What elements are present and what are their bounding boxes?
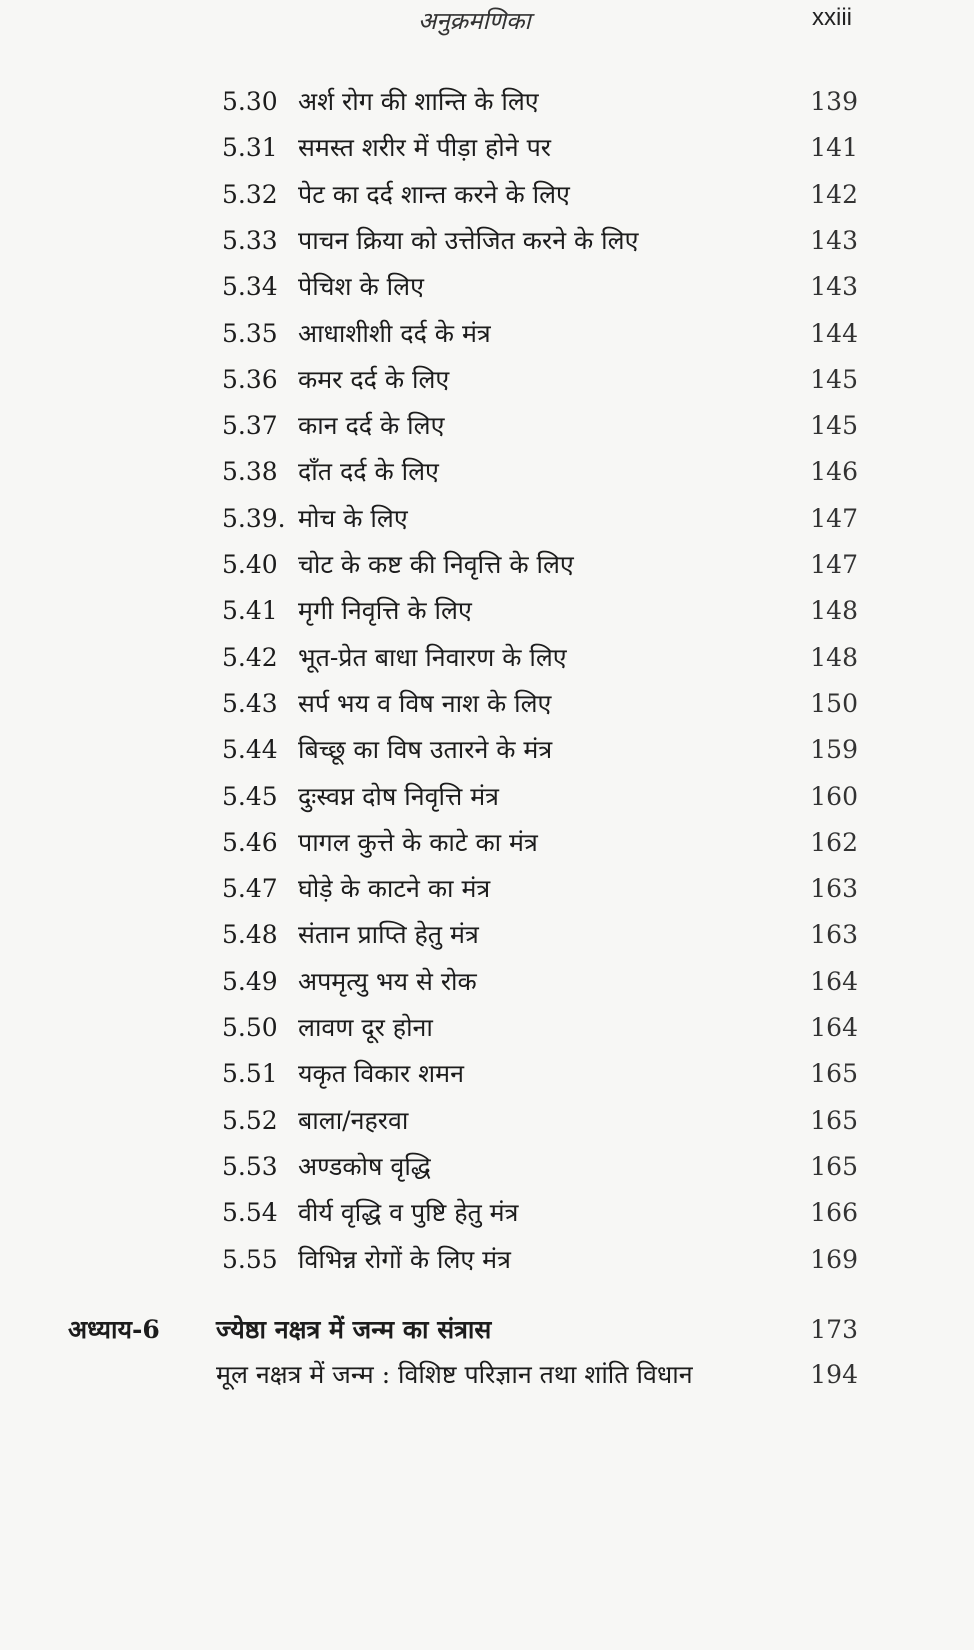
toc-entry: [0, 314, 974, 354]
entry-title: भूत-प्रेत बाधा निवारण के लिए: [298, 642, 567, 672]
toc-entry: [0, 267, 974, 307]
toc-entry: [0, 360, 974, 400]
chapter-entry: [0, 1310, 974, 1350]
entry-page: 150: [810, 688, 858, 718]
entry-page: 145: [810, 411, 858, 441]
entry-title: पेचिश के लिए: [298, 272, 424, 302]
toc-entry: [0, 545, 974, 585]
entry-title: घोड़े के काटने का मंत्र: [298, 874, 491, 904]
chapter-title: ज्येष्ठा नक्षत्र में जन्म का संत्रास: [216, 1315, 492, 1344]
toc-entry: [0, 499, 974, 539]
toc-entry: [0, 128, 974, 168]
entry-title: कमर दर्द के लिए: [298, 364, 450, 394]
entry-page: 163: [810, 920, 858, 950]
entry-page: 169: [810, 1244, 858, 1274]
entry-number: 5.31: [222, 133, 278, 163]
entry-page: 166: [810, 1198, 858, 1228]
entry-page: 163: [810, 874, 858, 904]
entry-title: बाला/नहरवा: [298, 1105, 409, 1135]
entry-number: 5.30: [222, 87, 278, 116]
toc-entry: [0, 406, 974, 446]
entry-title: संतान प्राप्ति हेतु मंत्र: [298, 920, 479, 950]
extra-title: मूल नक्षत्र में जन्म : विशिष्ट परिज्ञान तथा शांति विधान: [216, 1360, 693, 1389]
entry-page: 165: [810, 1105, 858, 1135]
entry-title: लावण दूर होना: [298, 1013, 433, 1042]
toc-entry: [0, 175, 974, 215]
entry-title: आधाशीशी दर्द के मंत्र: [298, 318, 491, 348]
entry-number: 5.42: [222, 642, 278, 672]
entry-title: मृगी निवृत्ति के लिए: [298, 596, 472, 626]
entry-page: 139: [810, 87, 858, 116]
entry-title: पेट का दर्द शान्त करने के लिए: [298, 179, 570, 209]
entry-page: 148: [810, 642, 858, 672]
entry-title: सर्प भय व विष नाश के लिए: [298, 688, 552, 718]
toc-entry: [0, 1101, 974, 1141]
entry-page: 164: [810, 966, 858, 996]
entry-title: दाँत दर्द के लिए: [298, 457, 439, 487]
entry-number: 5.36: [222, 364, 278, 394]
header-title: अनुक्रमणिका: [418, 7, 531, 35]
entry-page: 147: [810, 503, 858, 533]
entry-title: दुःस्वप्न दोष निवृत्ति मंत्र: [298, 781, 499, 811]
entry-number: 5.45: [222, 781, 278, 811]
entry-number: 5.47: [222, 874, 278, 904]
entry-number: 5.50: [222, 1013, 278, 1042]
entry-title: समस्त शरीर में पीड़ा होने पर: [298, 133, 552, 163]
chapter-label: अध्याय-6: [68, 1315, 160, 1344]
toc-entry: [0, 1193, 974, 1233]
entry-number: 5.51: [222, 1059, 278, 1089]
entry-page: 141: [810, 133, 858, 163]
toc-entry: [0, 221, 974, 261]
toc-entry: [0, 684, 974, 724]
entry-page: 146: [810, 457, 858, 487]
entry-title: विभिन्न रोगों के लिए मंत्र: [298, 1244, 511, 1274]
toc-entry: [0, 638, 974, 678]
toc-entry: [0, 1054, 974, 1094]
entry-title: यकृत विकार शमन: [298, 1059, 464, 1089]
toc-entry: [0, 962, 974, 1002]
entry-number: 5.33: [222, 225, 278, 255]
entry-number: 5.32: [222, 179, 278, 209]
entry-number: 5.40: [222, 550, 278, 579]
entry-number: 5.39.: [222, 503, 286, 533]
entry-number: 5.48: [222, 920, 278, 950]
entry-number: 5.44: [222, 735, 278, 765]
entry-number: 5.35: [222, 318, 278, 348]
entry-title: अपमृत्यु भय से रोक: [298, 966, 477, 996]
entry-page: 164: [810, 1013, 858, 1042]
entry-number: 5.38: [222, 457, 278, 487]
entry-title: कान दर्द के लिए: [298, 411, 445, 441]
entry-page: 160: [810, 781, 858, 811]
extra-entry: [0, 1355, 974, 1395]
entry-page: 165: [810, 1151, 858, 1181]
entry-number: 5.49: [222, 966, 278, 996]
entry-title: पाचन क्रिया को उत्तेजित करने के लिए: [298, 225, 639, 255]
entry-page: 143: [810, 272, 858, 302]
entry-page: 145: [810, 364, 858, 394]
entry-page: 142: [810, 179, 858, 209]
entry-number: 5.37: [222, 411, 278, 441]
toc-entry: [0, 82, 974, 122]
toc-entry: [0, 1240, 974, 1280]
entry-page: 159: [810, 735, 858, 765]
entry-title: अण्डकोष वृद्धि: [298, 1151, 431, 1181]
entry-title: मोच के लिए: [298, 503, 408, 533]
entry-page: 144: [810, 318, 858, 348]
entry-title: अर्श रोग की शान्ति के लिए: [298, 87, 539, 116]
entry-title: वीर्य वृद्धि व पुष्टि हेतु मंत्र: [298, 1198, 519, 1228]
entry-page: 165: [810, 1059, 858, 1089]
entry-number: 5.55: [222, 1244, 278, 1274]
entry-number: 5.52: [222, 1105, 278, 1135]
toc-entry: [0, 869, 974, 909]
entry-page: 162: [810, 827, 858, 857]
entry-title: पागल कुत्ते के काटे का मंत्र: [298, 827, 538, 857]
entry-title: चोट के कष्ट की निवृत्ति के लिए: [298, 550, 574, 579]
entry-number: 5.53: [222, 1151, 278, 1181]
entry-page: 148: [810, 596, 858, 626]
entry-page: 147: [810, 550, 858, 579]
header-page-number: xxiii: [812, 4, 852, 31]
entry-page: 143: [810, 225, 858, 255]
entry-title: बिच्छू का विष उतारने के मंत्र: [298, 735, 553, 765]
chapter-page: 173: [810, 1315, 858, 1344]
entry-number: 5.41: [222, 596, 278, 626]
toc-entry: [0, 777, 974, 817]
entry-number: 5.34: [222, 272, 278, 302]
toc-entry: [0, 823, 974, 863]
toc-entry: [0, 1147, 974, 1187]
toc-entry: [0, 730, 974, 770]
entry-number: 5.43: [222, 688, 278, 718]
toc-entry: [0, 915, 974, 955]
toc-entry: [0, 591, 974, 631]
entry-number: 5.54: [222, 1198, 278, 1228]
entry-number: 5.46: [222, 827, 278, 857]
extra-page: 194: [810, 1360, 858, 1389]
toc-entry: [0, 1008, 974, 1048]
toc-entry: [0, 452, 974, 492]
